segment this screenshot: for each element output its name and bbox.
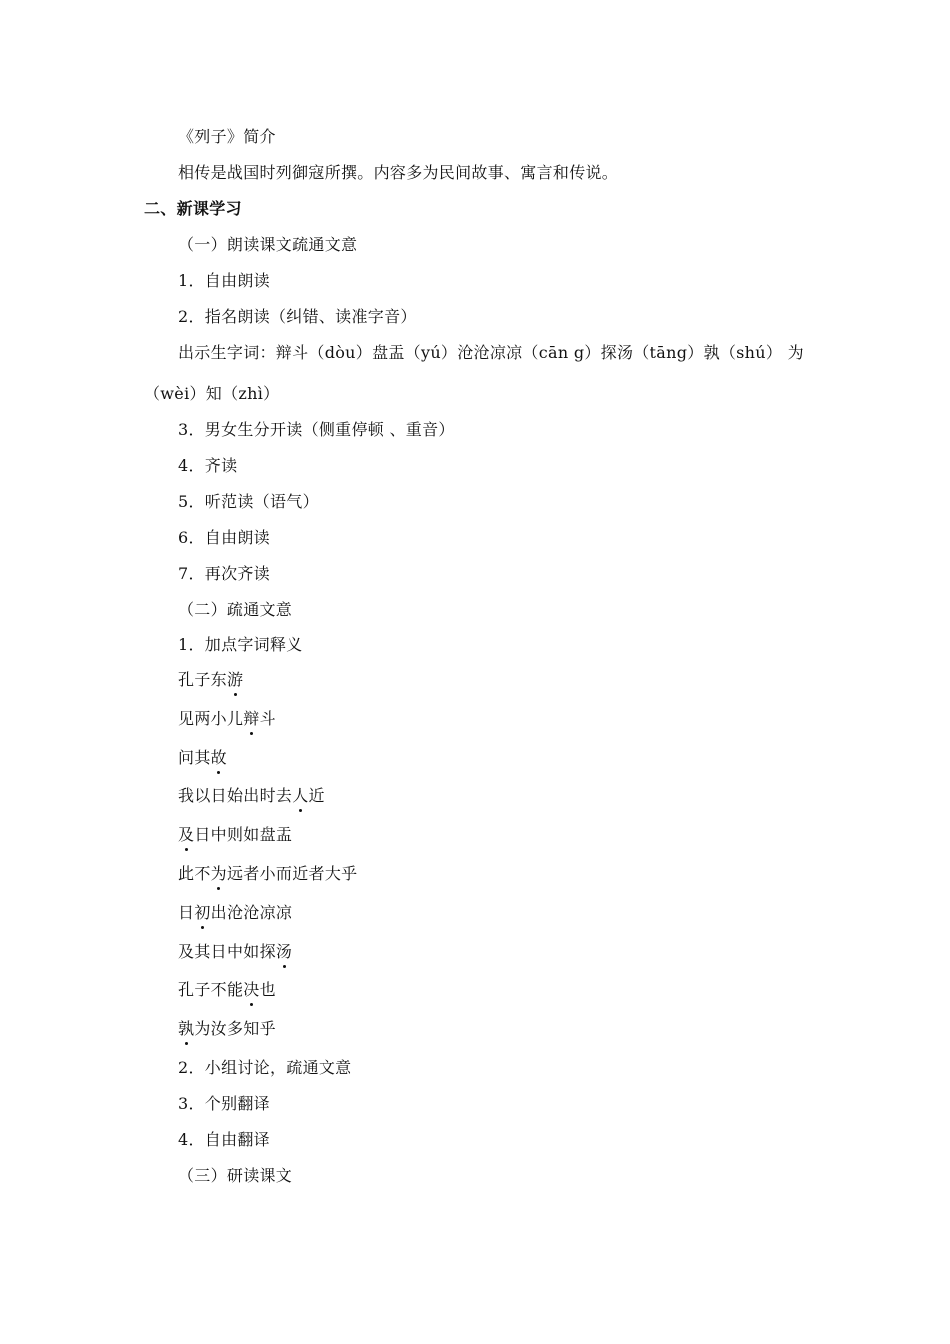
phrase-char: 其 <box>194 942 211 961</box>
part1-title: （一）朗读课文疏通文意 <box>178 235 358 254</box>
list-item: 4．齐读 <box>178 456 238 475</box>
emphasis-dotted-char: 辩 <box>243 709 260 728</box>
phrase-char: 孔 <box>178 670 195 689</box>
phrase-char: 探 <box>259 942 276 961</box>
phrase-char: 东 <box>210 670 227 689</box>
phrase-char: 远 <box>226 864 244 883</box>
dotted-phrase <box>178 786 325 806</box>
dotted-phrase <box>178 980 276 1000</box>
phrase-char: 问 <box>178 748 195 767</box>
phrase-char: 凉 <box>259 903 276 922</box>
phrase-char: 多 <box>226 1019 244 1038</box>
phrase-char: 儿 <box>226 709 244 728</box>
phrase-char: 为 <box>194 1019 211 1038</box>
dotted-phrase <box>178 864 357 884</box>
phrase-char: 日 <box>210 786 227 805</box>
phrase-char: 子 <box>194 670 211 689</box>
emphasis-dotted-char: 为 <box>210 864 227 883</box>
phrase-char: 近 <box>292 864 309 883</box>
list-item: 4．自由翻译 <box>178 1130 270 1149</box>
phrase-char: 此 <box>178 864 195 883</box>
dotted-phrase <box>178 670 243 690</box>
list-item: 3．个别翻译 <box>178 1094 270 1113</box>
list-item: 1．加点字词释义 <box>178 635 303 654</box>
phrase-char: 去 <box>275 786 293 805</box>
part3-title: （三）研读课文 <box>178 1166 293 1185</box>
section-heading: 二、新课学习 <box>144 199 242 218</box>
phrase-char: 如 <box>243 942 260 961</box>
phrase-char: 我 <box>178 786 195 805</box>
dotted-phrase <box>178 1019 276 1039</box>
new-words-line: 出示生字词：辩斗（dòu）盘盂（yú）沧沧凉凉（cān g）探汤（tāng）孰（shú） 为 <box>178 343 804 362</box>
phrase-char: 者 <box>308 864 325 883</box>
emphasis-dotted-char: 初 <box>194 903 211 922</box>
phrase-char: 汝 <box>210 1019 227 1038</box>
list-item: 1．自由朗读 <box>178 271 270 290</box>
phrase-char: 凉 <box>275 903 293 922</box>
dotted-phrase <box>178 942 292 962</box>
part2-title: （二）疏通文意 <box>178 600 293 619</box>
phrase-char: 见 <box>178 709 195 728</box>
dotted-phrase <box>178 825 292 845</box>
phrase-char: 日 <box>178 903 195 922</box>
phrase-char: 出 <box>243 786 260 805</box>
list-item: 3．男女生分开读（侧重停顿 、重音） <box>178 420 455 439</box>
phrase-char: 日 <box>210 942 227 961</box>
phrase-char: 小 <box>259 864 276 883</box>
phrase-char: 孔 <box>178 980 195 999</box>
list-item: 7．再次齐读 <box>178 564 270 583</box>
phrase-char: 小 <box>210 709 227 728</box>
phrase-char: 乎 <box>259 1019 276 1038</box>
emphasis-dotted-char: 孰 <box>178 1019 195 1038</box>
emphasis-dotted-char: 故 <box>210 748 227 767</box>
phrase-char: 沧 <box>243 903 260 922</box>
phrase-char: 近 <box>308 786 325 805</box>
phrase-char: 而 <box>275 864 293 883</box>
intro-title: 《列子》简介 <box>178 127 276 146</box>
phrase-char: 其 <box>194 748 211 767</box>
phrase-char: 如 <box>243 825 260 844</box>
emphasis-dotted-char: 游 <box>226 670 244 689</box>
phrase-char: 不 <box>210 980 227 999</box>
phrase-char: 盘 <box>259 825 276 844</box>
phrase-char: 子 <box>194 980 211 999</box>
phrase-char: 日 <box>194 825 211 844</box>
list-item: 2．指名朗读（纠错、读准字音） <box>178 307 417 326</box>
dotted-phrase <box>178 903 292 923</box>
phrase-char: 者 <box>243 864 260 883</box>
dotted-phrase <box>178 748 227 768</box>
emphasis-dotted-char: 及 <box>178 825 195 844</box>
list-item: 2．小组讨论，疏通文意 <box>178 1058 352 1077</box>
phrase-char: 则 <box>226 825 244 844</box>
emphasis-dotted-char: 汤 <box>275 942 293 961</box>
phrase-char: 盂 <box>275 825 293 844</box>
emphasis-dotted-char: 决 <box>243 980 260 999</box>
list-item: 6．自由朗读 <box>178 528 270 547</box>
phrase-char: 大 <box>324 864 342 883</box>
phrase-char: 出 <box>210 903 227 922</box>
phrase-char: 中 <box>226 942 244 961</box>
phrase-char: 时 <box>259 786 276 805</box>
emphasis-dotted-char: 人 <box>292 786 309 805</box>
list-item: 5．听范读（语气） <box>178 492 319 511</box>
phrase-char: 两 <box>194 709 211 728</box>
phrase-char: 及 <box>178 942 195 961</box>
phrase-char: 中 <box>210 825 227 844</box>
phrase-char: 不 <box>194 864 211 883</box>
phrase-char: 斗 <box>259 709 276 728</box>
intro-text: 相传是战国时列御寇所撰。内容多为民间故事、寓言和传说。 <box>178 163 619 182</box>
phrase-char: 以 <box>194 786 211 805</box>
phrase-char: 始 <box>226 786 244 805</box>
phrase-char: 能 <box>226 980 244 999</box>
dotted-phrase <box>178 709 276 729</box>
phrase-char: 也 <box>259 980 276 999</box>
phrase-char: 知 <box>243 1019 260 1038</box>
phrase-char: 乎 <box>341 864 358 883</box>
phrase-char: 沧 <box>226 903 244 922</box>
new-words-line-continued: （wèi）知（zhì） <box>144 384 280 403</box>
